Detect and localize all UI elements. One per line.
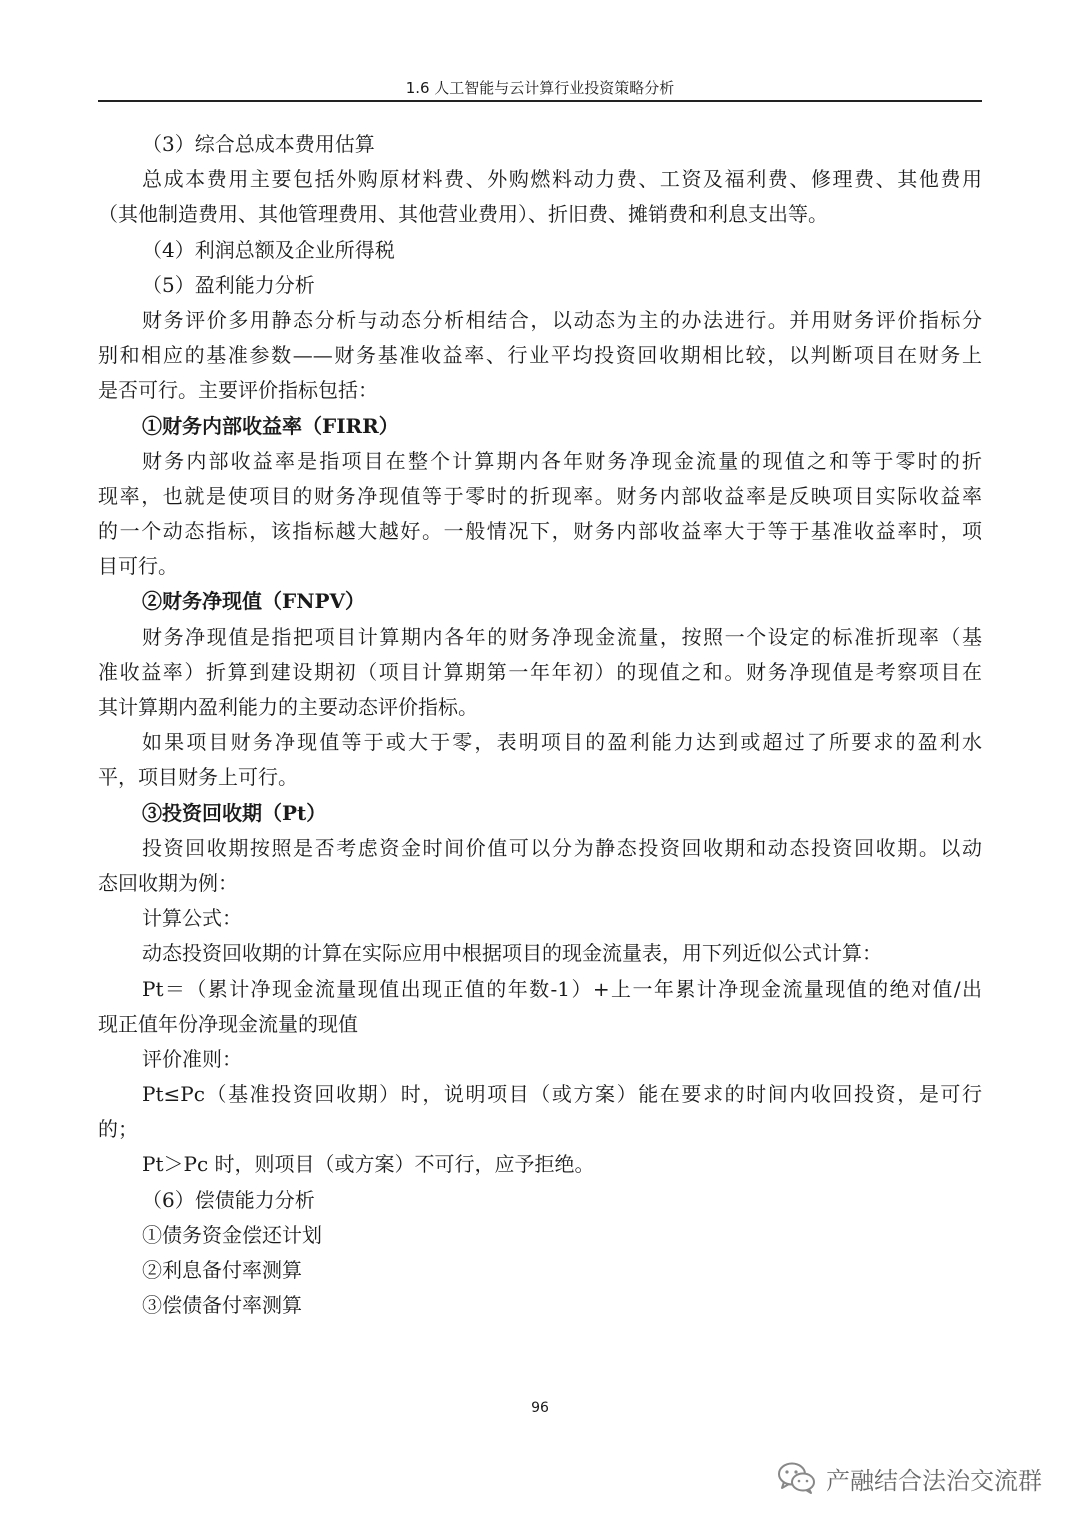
text-line: 财务内部收益率是指项目在整个计算期内各年财务净现金流量的现值之和等于零时的折 [142,448,982,473]
text-line: 现正值年份净现金流量的现值 [98,1011,358,1036]
text-line: 财务净现值是指把项目计算期内各年的财务净现金流量，按照一个设定的标准折现率（基 [142,624,982,649]
section-heading: ①财务内部收益率（FIRR） [142,413,399,438]
text-line: 是否可行。主要评价指标包括： [98,378,378,403]
text-line: （3）综合总成本费用估算 [142,132,375,156]
section-heading: ②财务净现值（FNPV） [142,589,366,614]
running-header: 1.6 人工智能与云计算行业投资策略分析 [405,79,675,97]
document-body [98,127,982,1323]
text-line: （4）利润总额及企业所得税 [142,237,395,262]
text-line: （其他制造费用、其他管理费用、其他营业费用）、折旧费、摊销费和利息支出等。 [98,202,828,227]
text-line: 如果项目财务净现值等于或大于零，表明项目的盈利能力达到或超过了所要求的盈利水 [142,730,982,755]
text-line: 平，项目财务上可行。 [98,765,298,790]
text-line: 的一个动态指标，该指标越大越好。一般情况下，财务内部收益率大于等于基准收益率时，项 [98,519,982,544]
header-divider [98,100,982,102]
text-line: 计算公式： [142,906,242,931]
text-line: 其计算期内盈利能力的主要动态评价指标。 [98,695,478,719]
text-line: Pt＝（累计净现金流量现值出现正值的年数-1）+上一年累计净现金流量现值的绝对值/出 [142,976,982,1001]
watermark [776,1460,1042,1496]
text-line: ②利息备付率测算 [142,1258,302,1282]
watermark-text: 产融结合法治交流群 [826,1466,1042,1495]
page-number: 96 [531,1400,549,1416]
text-line: ①债务资金偿还计划 [142,1222,322,1247]
text-line: 总成本费用主要包括外购原材料费、外购燃料动力费、工资及福利费、修理费、其他费用 [142,167,982,192]
text-line: 投资回收期按照是否考虑资金时间价值可以分为静态投资回收期和动态投资回收期。以动 [142,835,982,860]
wechat-icon [776,1460,818,1496]
text-line: ③偿债备付率测算 [142,1293,302,1318]
text-line: （6）偿债能力分析 [142,1187,315,1212]
text-line: Pt≤Pc（基准投资回收期）时，说明项目（或方案）能在要求的时间内收回投资，是可行 [142,1082,982,1107]
text-line: 动态投资回收期的计算在实际应用中根据项目的现金流量表，用下列近似公式计算： [142,941,882,966]
text-line: 准收益率）折算到建设期初（项目计算期第一年年初）的现值之和。财务净现值是考察项目在 [98,659,982,684]
text-line: 的； [98,1117,138,1142]
text-line: 目可行。 [98,554,178,579]
text-line: 财务评价多用静态分析与动态分析相结合，以动态为主的办法进行。并用财务评价指标分 [142,307,982,332]
section-heading: ③投资回收期（Pt） [142,800,327,825]
text-line: （5）盈利能力分析 [142,272,315,297]
text-line: Pt＞Pc 时，则项目（或方案）不可行，应予拒绝。 [142,1152,595,1177]
text-line: 别和相应的基准参数——财务基准收益率、行业平均投资回收期相比较，以判断项目在财务上 [98,343,982,368]
text-line: 评价准则： [142,1046,242,1071]
text-line: 现率，也就是使项目的财务净现值等于零时的折现率。财务内部收益率是反映项目实际收益率 [98,483,982,508]
text-line: 态回收期为例： [98,870,238,895]
